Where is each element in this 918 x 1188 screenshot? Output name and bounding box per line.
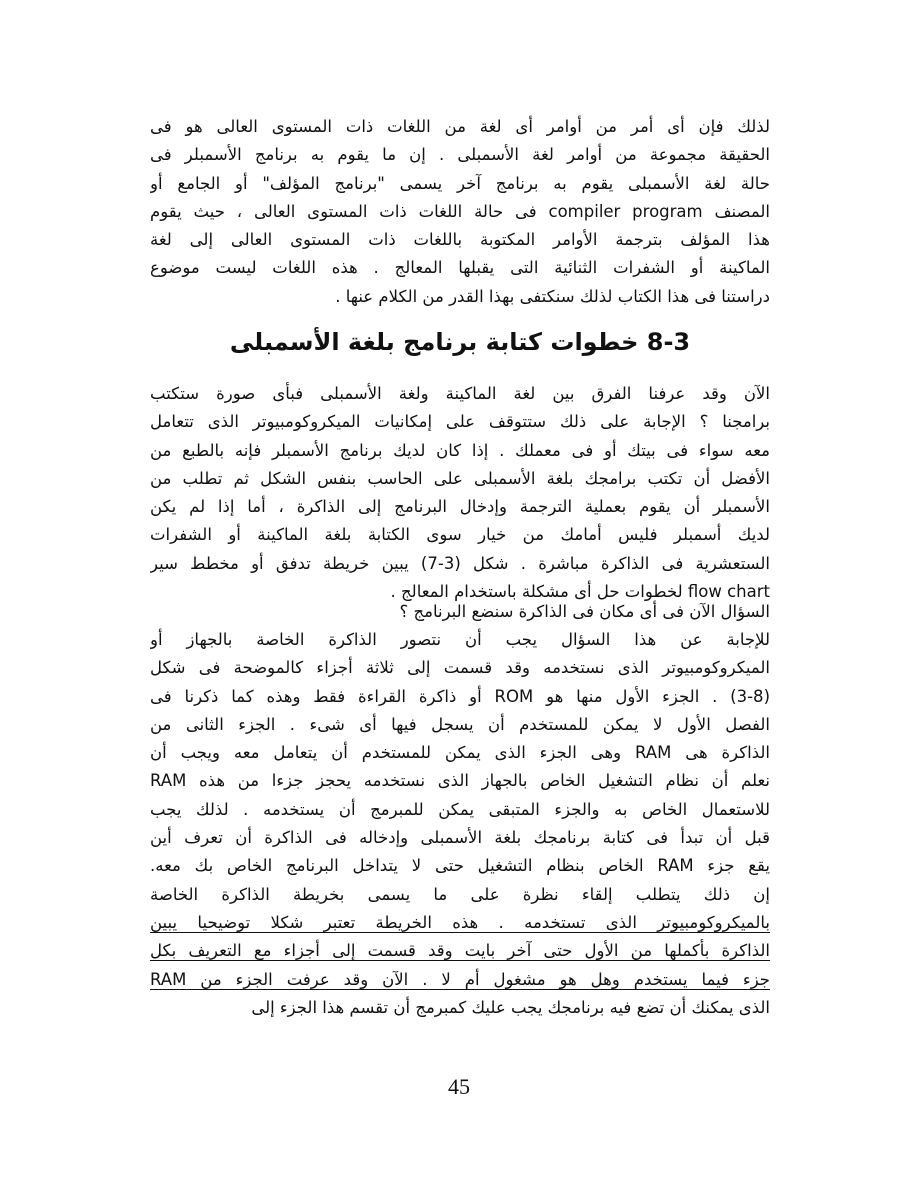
- text-line: الميكروكومبيوتر الذى نستخدمه وقد قسمت إلى ثلاثة أجزاء كالموضحة فى شكل: [150, 658, 770, 678]
- text-line: يقع جزء RAM الخاص بنظام التشغيل حتى لا يتداخل البرنامج الخاص بك معه.: [150, 856, 770, 876]
- underlined-text-line: [150, 937, 770, 965]
- text-line: السؤال الآن فى أى مكان فى الذاكرة سنضع البرنامج ؟: [399, 602, 770, 621]
- underlined-text-line: [150, 966, 770, 994]
- text-line: قبل أن تبدأ فى كتابة برنامجك بلغة الأسمبلى وإدخاله فى الذاكرة أن تعرف أين: [150, 828, 770, 848]
- underlined-text: بالميكروكومبيوتر الذى تستخدمه . هذه الخريطة تعتبر شكلا توضيحيا يبين: [150, 912, 770, 932]
- text-line: الفصل الأول لا يمكن للمستخدم أن يسجل فيها أى شىء . الجزء الثانى من: [150, 714, 770, 734]
- paragraph-compiler-explanation: [150, 113, 770, 311]
- text-line: flow chart لخطوات حل أى مشكلة باستخدام المعالج .: [390, 582, 770, 602]
- underlined-text: الذاكرة بأكملها من الأول حتى آخر بايت وقد قسمت إلى أجزاء مع التعريف بكل: [150, 941, 770, 961]
- paragraph-memory-question: [150, 598, 770, 626]
- text-line: للإجابة عن هذا السؤال يجب أن نتصور الذاكرة الخاصة بالجهاز أو: [150, 630, 770, 649]
- text-line: (3-8) . الجزء الأول منها هو ROM أو ذاكرة القراءة فقط وهذه كما ذكرنا فى: [150, 686, 770, 706]
- text-line: معه سواء فى بيتك أو فى معملك . إذا كان لديك برنامج الأسمبلر فإنه بالطبع من: [150, 440, 770, 460]
- underlined-text-line: [150, 909, 770, 937]
- text-line: الذى يمكنك أن تضع فيه برنامجك يجب عليك كمبرمج أن تقسم هذا الجزء إلى: [251, 997, 770, 1017]
- text-line: للاستعمال الخاص به والجزء المتبقى يمكن للمبرمج أن يستخدمه . لذلك يجب: [150, 799, 770, 819]
- text-line: نعلم أن نظام التشغيل الخاص بالجهاز الذى نستخدمه يحجز جزءا من هذه RAM: [150, 771, 770, 791]
- text-line: الستعشرية فى الذاكرة مباشرة . شكل (3-7) يبين خريطة تدفق أو مخطط سير: [150, 553, 770, 573]
- text-line: دراستنا فى هذا الكتاب لذلك سنكتفى بهذا القدر من الكلام عنها .: [335, 286, 770, 306]
- text-line: حالة لغة الأسمبلى يقوم به برنامج آخر يسمى "برنامج المؤلف" أو الجامع أو: [150, 173, 770, 193]
- text-line: الذاكرة هى RAM وهى الجزء الذى يمكن للمستخدم أن يتعامل معه ويجب أن: [150, 743, 770, 763]
- text-line: الآن وقد عرفنا الفرق بين لغة الماكينة ولغة الأسمبلى فبأى صورة ستكتب: [150, 384, 770, 403]
- text-line: الأسمبلر أن يقوم بعملية الترجمة وإدخال البرنامج إلى الذاكرة ، أما إذا لم يكن: [150, 497, 770, 517]
- paragraph-memory-map: [150, 626, 770, 1022]
- text-line: لذلك فإن أى أمر من أوامر أى لغة من اللغات ذات المستوى العالى هو فى: [150, 117, 770, 136]
- text-line: إن ذلك يتطلب إلقاء نظرة على ما يسمى بخريطة الذاكرة الخاصة: [150, 884, 770, 904]
- text-line: برامجنا ؟ الإجابة على ذلك ستتوقف على إمكانيات الميكروكومبيوتر الذى تتعامل: [150, 412, 770, 432]
- paragraph-assembly-steps: [150, 380, 770, 606]
- text-line: الأفضل أن تكتب برامجك بلغة الأسمبلى على الحاسب بنفس الشكل ثم تطلب من: [150, 468, 770, 488]
- section-heading: 8-3 خطوات كتابة برنامج بلغة الأسمبلى: [229, 328, 691, 356]
- text-line: المصنف compiler program فى حالة اللغات ذات المستوى العالى ، حيث يقوم: [150, 201, 770, 221]
- text-line: الماكينة أو الشفرات الثنائية التى يقبلها المعالج . هذه اللغات ليست موضوع: [150, 258, 770, 278]
- underlined-text: جزء فيما يستخدم وهل هو مشغول أم لا . الآن وقد عرفت الجزء من RAM: [150, 969, 770, 989]
- text-line: الحقيقة مجموعة من أوامر لغة الأسمبلى . إن ما يقوم به برنامج الأسمبلر فى: [150, 145, 770, 165]
- page-number: 45: [448, 1074, 470, 1099]
- text-line: لديك أسمبلر فليس أمامك من خيار سوى الكتابة بلغة الماكينة أو الشفرات: [150, 525, 770, 545]
- text-line: هذا المؤلف بترجمة الأوامر المكتوبة باللغات ذات المستوى العالى إلى لغة: [150, 230, 770, 250]
